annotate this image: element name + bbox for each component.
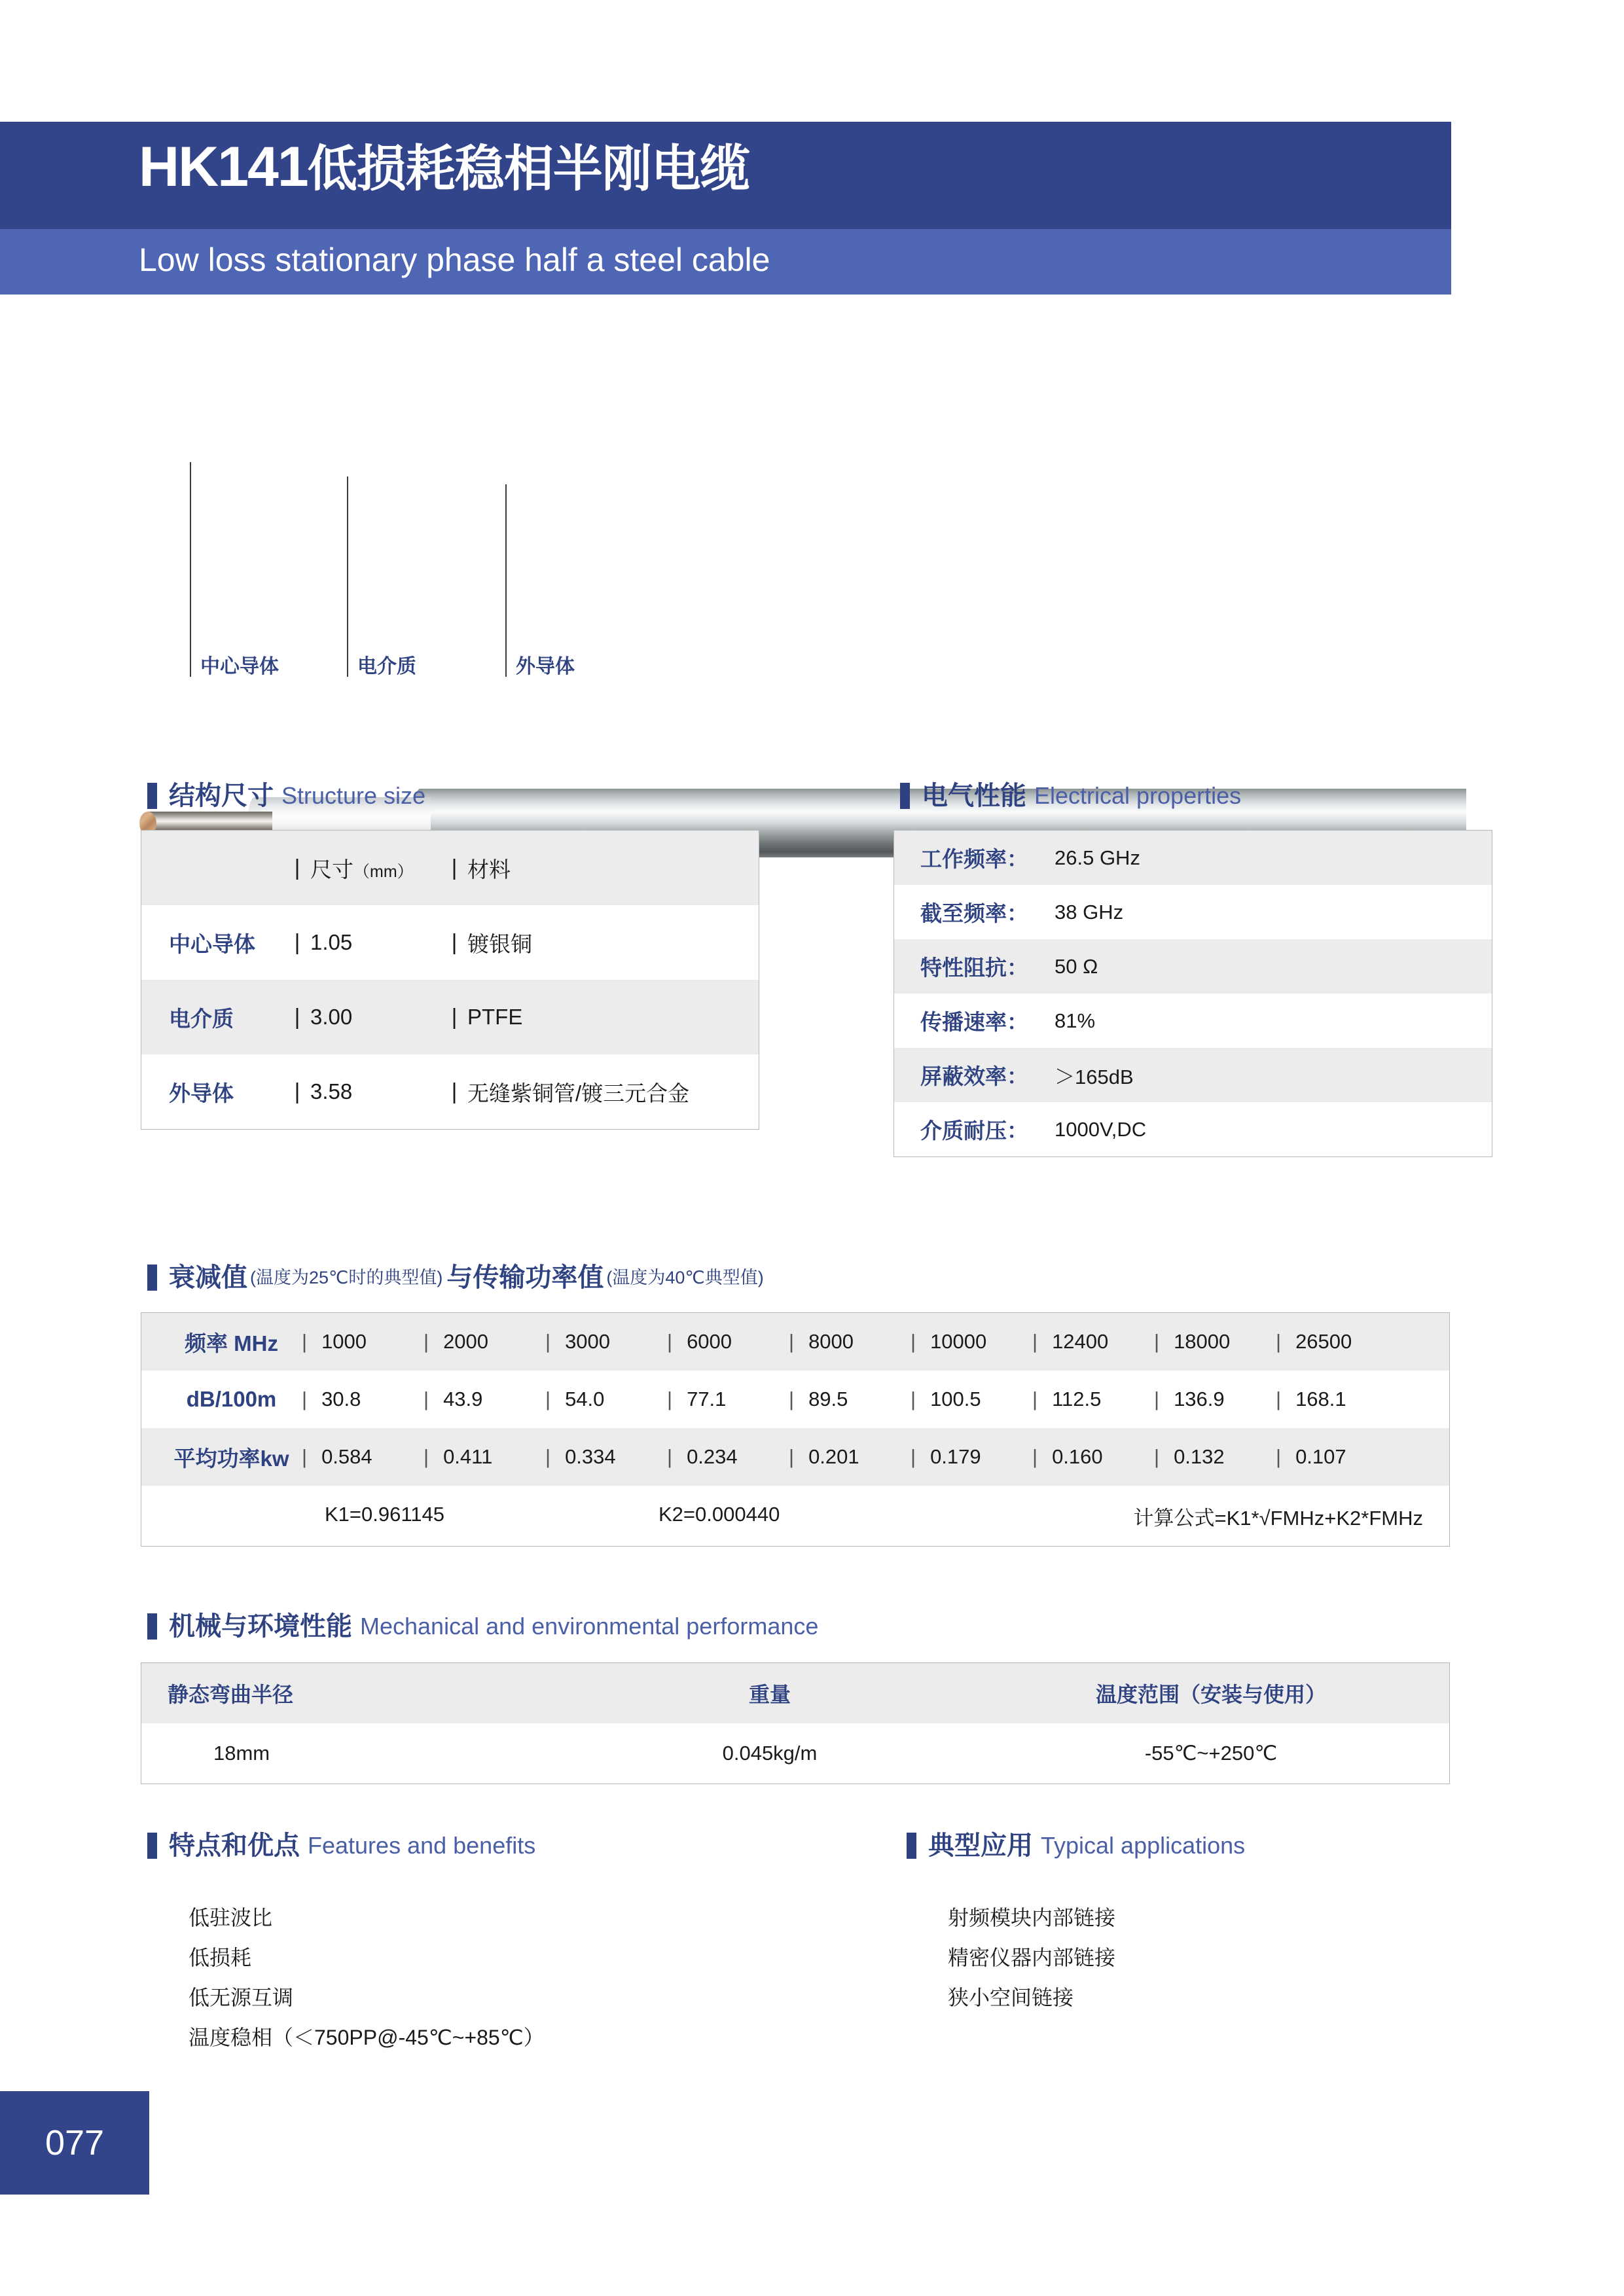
table-row bbox=[141, 980, 759, 1054]
electrical-value: 81% bbox=[1055, 1009, 1096, 1032]
electrical-value: 26.5 GHz bbox=[1055, 846, 1140, 869]
electrical-key: 介质耐压： bbox=[920, 1119, 1028, 1143]
mechanical-value-bend-radius: 18mm bbox=[213, 1742, 270, 1765]
table-row bbox=[894, 885, 1492, 939]
electrical-key: 特性阻抗： bbox=[920, 956, 1028, 980]
frequency-cell: | 8000 bbox=[789, 1330, 854, 1353]
attenuation-cell: | 30.8 bbox=[302, 1388, 361, 1410]
table-header-row bbox=[141, 1663, 1449, 1723]
coefficient-k1: K1=0.961145 bbox=[325, 1503, 445, 1526]
power-cell: | 0.179 bbox=[911, 1445, 981, 1468]
section-heading-features-en: Features and benefits bbox=[308, 1832, 536, 1859]
mechanical-header-bend-radius: 静态弯曲半径 bbox=[168, 1683, 294, 1706]
power-cell: | 0.201 bbox=[789, 1445, 859, 1468]
attenuation-cell: | 77.1 bbox=[667, 1388, 727, 1410]
attenuation-cell: | 43.9 bbox=[424, 1388, 483, 1410]
frequency-cell: | 10000 bbox=[911, 1330, 987, 1353]
section-heading-applications-cn: 典型应用 bbox=[928, 1831, 1033, 1860]
column-separator: | bbox=[294, 1079, 300, 1104]
structure-row-material: PTFE bbox=[467, 1005, 523, 1029]
power-cell: | 0.411 bbox=[424, 1445, 493, 1468]
attenuation-formula: 计算公式=K1*√FMHz+K2*FMHz bbox=[1133, 1507, 1423, 1530]
mechanical-header-temperature-range: 温度范围（安装与使用） bbox=[1095, 1683, 1326, 1706]
electrical-value: 50 Ω bbox=[1055, 954, 1098, 978]
table-row-formula bbox=[141, 1486, 1449, 1546]
list-item: 低驻波比 bbox=[189, 1906, 273, 1929]
section-heading-applications bbox=[907, 1833, 1245, 1859]
electrical-key: 屏蔽效率： bbox=[920, 1064, 1028, 1088]
column-separator: | bbox=[294, 1005, 300, 1030]
section-heading-applications-en: Typical applications bbox=[1041, 1832, 1246, 1859]
features-list bbox=[189, 1898, 545, 2058]
frequency-cell: | 18000 bbox=[1154, 1330, 1231, 1353]
column-separator: | bbox=[451, 1079, 458, 1104]
power-cell: | 0.234 bbox=[667, 1445, 738, 1468]
leader-line-center-conductor bbox=[190, 462, 191, 677]
section-heading-attenuation-note1: (温度为25℃时的典型值) bbox=[250, 1267, 443, 1287]
callout-outer-conductor: 外导体 bbox=[516, 656, 575, 677]
electrical-value: 1000V,DC bbox=[1055, 1117, 1147, 1141]
frequency-cell: | 6000 bbox=[667, 1330, 732, 1353]
section-heading-electrical-en: Electrical properties bbox=[1034, 782, 1242, 809]
applications-list bbox=[948, 1898, 1115, 2018]
callout-center-conductor: 中心导体 bbox=[200, 656, 279, 677]
frequency-cell: | 26500 bbox=[1276, 1330, 1352, 1353]
section-heading-structure-en: Structure size bbox=[281, 782, 426, 809]
leader-line-outer-conductor bbox=[505, 484, 507, 677]
structure-header-material: 材料 bbox=[467, 857, 511, 882]
electrical-value: 38 GHz bbox=[1055, 900, 1124, 924]
structure-row-size: 3.00 bbox=[310, 1005, 353, 1029]
table-row bbox=[894, 994, 1492, 1048]
section-heading-features bbox=[147, 1833, 535, 1859]
table-row-frequency bbox=[141, 1313, 1449, 1371]
section-heading-mechanical-cn: 机械与环境性能 bbox=[169, 1612, 352, 1641]
section-accent-bar bbox=[147, 1833, 157, 1859]
structure-row-size: 3.58 bbox=[310, 1079, 353, 1103]
attenuation-cell: | 136.9 bbox=[1154, 1388, 1225, 1410]
section-heading-electrical-cn: 电气性能 bbox=[922, 781, 1026, 810]
page-title bbox=[139, 135, 749, 198]
list-item: 温度稳相（＜750PP@-45℃~+85℃） bbox=[189, 2026, 545, 2049]
power-cell: | 0.107 bbox=[1276, 1445, 1346, 1468]
electrical-value: ＞165dB bbox=[1055, 1066, 1134, 1088]
section-heading-structure bbox=[147, 783, 425, 809]
section-accent-bar bbox=[147, 783, 157, 809]
leader-line-dielectric bbox=[347, 476, 348, 677]
table-row bbox=[894, 1102, 1492, 1157]
structure-header-size: 尺寸（mm） bbox=[310, 857, 414, 882]
list-item: 射频模块内部链接 bbox=[948, 1906, 1116, 1929]
electrical-key: 截至频率： bbox=[920, 901, 1028, 925]
structure-row-name: 外导体 bbox=[169, 1081, 234, 1105]
power-cell: | 0.160 bbox=[1032, 1445, 1103, 1468]
mechanical-header-weight: 重量 bbox=[748, 1683, 791, 1706]
section-heading-attenuation bbox=[147, 1265, 764, 1291]
structure-size-table bbox=[141, 830, 759, 1130]
product-title-cn: 低损耗稳相半刚电缆 bbox=[307, 141, 749, 197]
power-cell: | 0.132 bbox=[1154, 1445, 1225, 1468]
page-subtitle: Low loss stationary phase half a steel cable bbox=[139, 242, 770, 278]
section-heading-attenuation-cn2: 与传输功率值 bbox=[446, 1263, 604, 1292]
section-heading-mechanical bbox=[147, 1613, 818, 1640]
attenuation-power-table bbox=[141, 1312, 1450, 1547]
attenuation-row-label: dB/100m bbox=[186, 1387, 277, 1411]
column-separator: | bbox=[294, 930, 300, 955]
column-separator: | bbox=[451, 930, 458, 955]
table-row bbox=[141, 1054, 759, 1129]
section-accent-bar bbox=[900, 783, 910, 809]
table-row bbox=[894, 831, 1492, 885]
attenuation-cell: | 100.5 bbox=[911, 1388, 981, 1410]
attenuation-row-label: 平均功率kw bbox=[173, 1446, 289, 1471]
table-row-power bbox=[141, 1428, 1449, 1486]
electrical-key: 传播速率： bbox=[920, 1010, 1028, 1034]
power-cell: | 0.584 bbox=[302, 1445, 372, 1468]
section-heading-attenuation-note2: (温度为40℃典型值) bbox=[606, 1267, 764, 1287]
section-accent-bar bbox=[147, 1613, 157, 1640]
attenuation-cell: | 168.1 bbox=[1276, 1388, 1346, 1410]
column-separator: | bbox=[451, 1005, 458, 1030]
table-row bbox=[894, 939, 1492, 994]
attenuation-cell: | 112.5 bbox=[1032, 1388, 1102, 1410]
attenuation-cell: | 54.0 bbox=[545, 1388, 605, 1410]
list-item: 低无源互调 bbox=[189, 1986, 294, 2009]
mechanical-value-temperature-range: -55℃~+250℃ bbox=[1144, 1742, 1278, 1765]
structure-row-material: 无缝紫铜管/镀三元合金 bbox=[467, 1081, 690, 1105]
table-row bbox=[141, 1723, 1449, 1784]
section-accent-bar bbox=[147, 1265, 157, 1291]
power-cell: | 0.334 bbox=[545, 1445, 616, 1468]
attenuation-row-label: 频率 MHz bbox=[185, 1331, 278, 1355]
cable-diagram bbox=[0, 373, 1624, 687]
structure-row-name: 电介质 bbox=[169, 1006, 234, 1031]
list-item: 精密仪器内部链接 bbox=[948, 1946, 1116, 1969]
column-separator: | bbox=[451, 855, 458, 880]
frequency-cell: | 1000 bbox=[302, 1330, 367, 1353]
coefficient-k2: K2=0.000440 bbox=[659, 1503, 780, 1526]
structure-row-material: 镀银铜 bbox=[467, 931, 532, 956]
frequency-cell: | 12400 bbox=[1032, 1330, 1109, 1353]
electrical-properties-table bbox=[893, 830, 1492, 1157]
section-heading-features-cn: 特点和优点 bbox=[169, 1831, 300, 1860]
section-heading-attenuation-cn1: 衰减值 bbox=[169, 1263, 247, 1292]
structure-row-name: 中心导体 bbox=[169, 931, 255, 956]
frequency-cell: | 2000 bbox=[424, 1330, 489, 1353]
section-heading-mechanical-en: Mechanical and environmental performance bbox=[360, 1613, 819, 1640]
table-header-row bbox=[141, 831, 759, 905]
attenuation-cell: | 89.5 bbox=[789, 1388, 848, 1410]
section-heading-structure-cn: 结构尺寸 bbox=[169, 781, 274, 810]
product-model: HK141 bbox=[139, 135, 308, 198]
list-item: 狭小空间链接 bbox=[948, 1986, 1074, 2009]
mechanical-value-weight: 0.045kg/m bbox=[722, 1742, 818, 1765]
structure-row-size: 1.05 bbox=[310, 930, 353, 954]
electrical-key: 工作频率： bbox=[920, 847, 1028, 871]
section-heading-electrical bbox=[900, 783, 1241, 809]
mechanical-environmental-table bbox=[141, 1662, 1450, 1784]
table-row-attenuation bbox=[141, 1371, 1449, 1428]
section-accent-bar bbox=[907, 1833, 916, 1859]
table-row bbox=[894, 1048, 1492, 1102]
frequency-cell: | 3000 bbox=[545, 1330, 611, 1353]
page-number: 077 bbox=[0, 2091, 149, 2195]
callout-dielectric: 电介质 bbox=[357, 656, 416, 677]
table-row bbox=[141, 905, 759, 980]
list-item: 低损耗 bbox=[189, 1946, 252, 1969]
column-separator: | bbox=[294, 855, 300, 880]
